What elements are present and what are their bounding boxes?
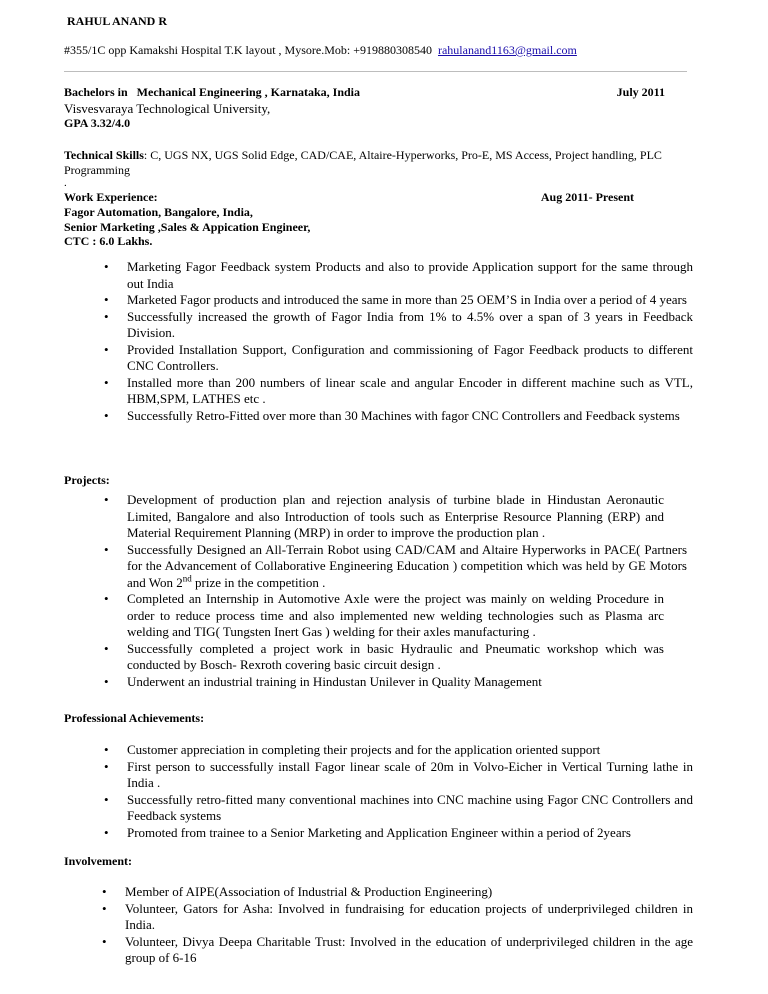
projects-heading: Projects: [64, 473, 110, 487]
list-item: • Promoted from trainee to a Senior Marketing and Application Engineer within a period of 2years [104, 825, 693, 842]
list-item: • Member of AIPE(Association of Industrial & Production Engineering) [102, 884, 693, 901]
list-item: • Successfully increased the growth of Fagor India from 1% to 4.5% over a span of 3 years in Feedback Division. [104, 309, 693, 342]
project-item-text: Successfully Designed an All-Terrain Robot using CAD/CAM and Altaire Hyperworks in PACE( Partners for the Advancement of Collaborative Engineering Education ) competition which was held by GE Motors and Won 2 [127, 541, 687, 590]
technical-skills [64, 148, 694, 178]
list-item: • Installed more than 200 numbers of linear scale and angular Encoder in different machine such as VTL, HBM,SPM, LATHES etc . [104, 375, 693, 408]
achievements-list [104, 742, 693, 841]
ordinal-suffix: nd [182, 573, 192, 584]
skills-label: Technical Skills [64, 148, 144, 162]
list-item: • Marketing Fagor Feedback system Products and also to provide Application support for the same through out India [104, 259, 693, 292]
work-heading: Work Experience: [64, 190, 158, 204]
involvement-list [102, 884, 693, 967]
list-item: • Customer appreciation in completing their projects and for the application oriented support [104, 742, 693, 759]
education-date: July 2011 [616, 85, 665, 99]
university: Visvesvaraya Technological University, [64, 101, 271, 116]
list-item: • Completed an Internship in Automotive Axle were the project was mainly on welding Procedure in order to reduce process time and also implemented new welding technologies such as Plasma arc welding and TIG( Tungsten Inert Gas ) welding for their axles manufacturing . [104, 591, 664, 641]
education-degree-line [64, 85, 665, 100]
list-item: • Underwent an industrial training in Hindustan Unilever in Quality Management [104, 674, 664, 691]
projects-list [104, 492, 687, 690]
skills-text: : C, UGS NX, UGS Solid Edge, CAD/CAE, Altaire-Hyperworks, Pro-E, MS Access, Project handling, PLC Programming [64, 148, 662, 177]
achievements-heading: Professional Achievements: [64, 711, 205, 725]
project-item-tail: prize in the competition . [191, 574, 326, 590]
degree: Bachelors in Mechanical Engineering , Karnataka, India [64, 85, 361, 99]
list-item: • Successfully retro-fitted many conventional machines into CNC machine using Fagor CNC Controllers and Feedback systems [104, 792, 693, 825]
gpa: GPA 3.32/4.0 [64, 116, 131, 130]
candidate-name: RAHUL ANAND R [67, 14, 168, 28]
list-item: • Volunteer, Divya Deepa Charitable Trust: Involved in the education of underprivileged children in the age group of 6-16 [102, 934, 693, 967]
work-date: Aug 2011- Present [540, 190, 634, 204]
work-experience-header [64, 190, 634, 205]
list-item: • Provided Installation Support, Configuration and commissioning of Fagor Feedback products to different CNC Controllers. [104, 342, 693, 375]
email-link[interactable]: rahulanand1163@gmail.com [437, 43, 577, 57]
list-item: • Marketed Fagor products and introduced the same in more than 25 OEM’S in India over a period of 4 years [104, 292, 693, 309]
company: Fagor Automation, Bangalore, India, [64, 205, 253, 219]
header-divider [64, 71, 687, 72]
list-item: • Successfully completed a project work in basic Hydraulic and Pneumatic workshop which was conducted by Bosch- Rexroth covering basic circuit design . [104, 641, 664, 674]
list-item [104, 542, 687, 592]
list-item: • Successfully Retro-Fitted over more than 30 Machines with fagor CNC Controllers and Feedback systems [104, 408, 693, 425]
involvement-heading: Involvement: [64, 854, 132, 868]
ctc: CTC : 6.0 Lakhs. [64, 234, 153, 248]
list-item: • Development of production plan and rejection analysis of turbine blade in Hindustan Aeronautic Limited, Bangalore and also Introduction of tools such as Enterprise Resource Planning (ERP) and Material Requirement Planning (MRP) in order to improve the production plan . [104, 492, 664, 542]
contact-line [64, 43, 577, 58]
job-role: Senior Marketing ,Sales & Appication Engineer, [64, 220, 311, 234]
work-experience-list [104, 259, 693, 424]
list-item: • Volunteer, Gators for Asha: Involved in fundraising for education projects of underprivileged children in India. [102, 901, 693, 934]
contact-address-phone: #355/1C opp Kamakshi Hospital T.K layout , Mysore.Mob: +919880308540 [64, 43, 432, 57]
separator-dot: . [64, 177, 67, 189]
list-item: • First person to successfully install Fagor linear scale of 20m in Volvo-Eicher in Vertical Turning lathe in India . [104, 759, 693, 792]
